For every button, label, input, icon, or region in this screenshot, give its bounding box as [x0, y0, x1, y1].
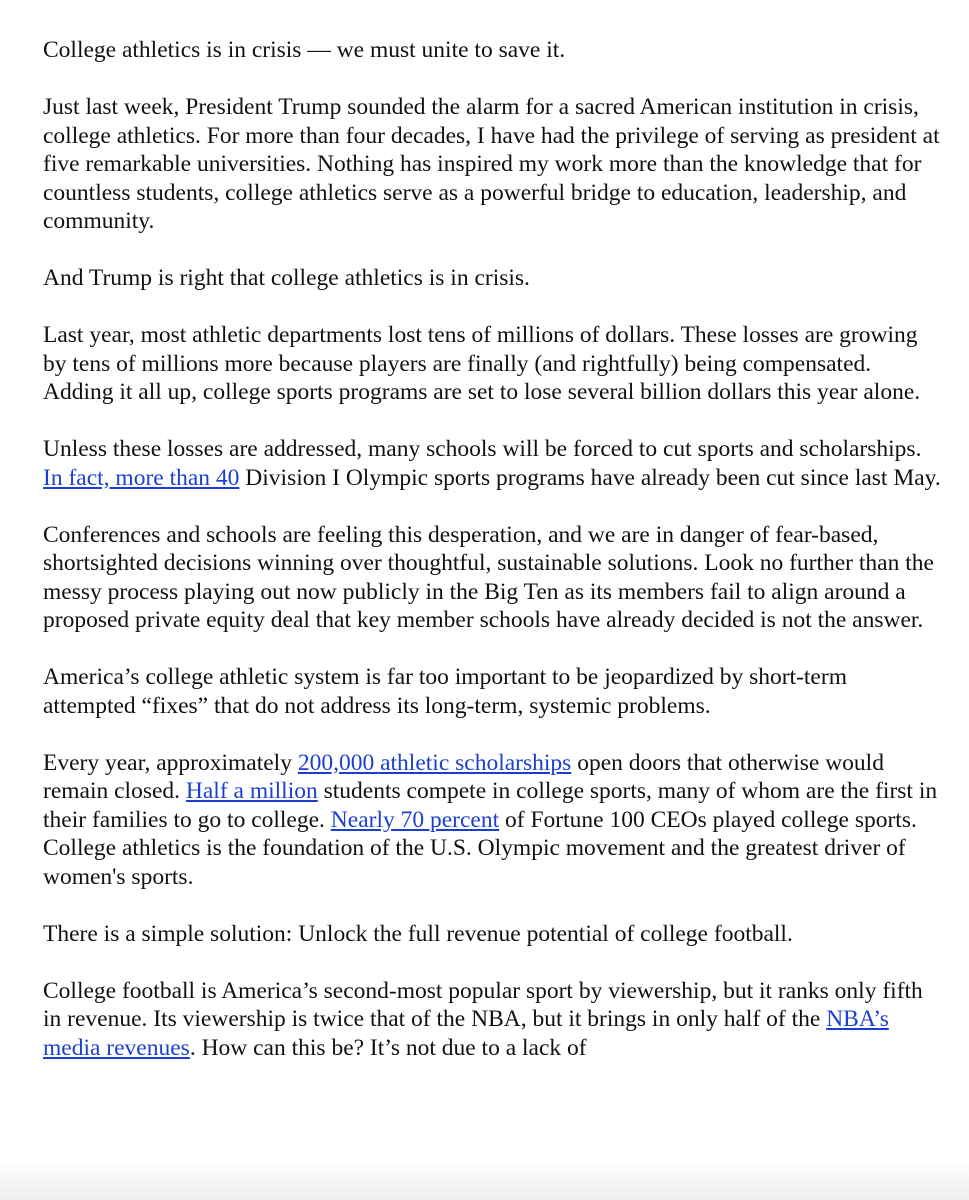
document-body: [43, 36, 943, 1091]
paragraph-solution: There is a simple solution: Unlock the full revenue potential of college football.: [43, 920, 793, 947]
paragraph-cuts: Unless these losses are addressed, many schools will be forced to cut sports and scholarships. In fact, more than 40 Division I Olympic sports programs have already been cut since last May.: [43, 436, 941, 491]
paragraph-conferences: Conferences and schools are feeling this desperation, and we are in danger of fear-based, shortsighted decisions winning over thoughtful, sustainable solutions. Look no further than the messy process playing out now publicly in the Big Ten as its members fail to align around a proposed private equity deal that key member schools have already decided is not the answer.: [43, 521, 934, 633]
link-nba-media-revenues[interactable]: NBA’s media revenues: [43, 1006, 889, 1061]
paragraph-intro: Just last week, President Trump sounded the alarm for a sacred American institution in crisis, college athletics. For more than four decades, I have had the privilege of serving as president at five remarkable universities. Nothing has inspired my work more than the knowledge that for countless students, college athletics serve as a powerful bridge to education, leadership, and community.: [43, 94, 940, 234]
paragraph-system: America’s college athletic system is far too important to be jeopardized by short-term attempted “fixes” that do not address its long-term, systemic problems.: [43, 664, 847, 719]
link-athletic-scholarships[interactable]: 200,000 athletic scholarships: [297, 749, 572, 776]
paragraph-crisis: And Trump is right that college athletics is in crisis.: [43, 265, 530, 291]
link-more-than-40[interactable]: In fact, more than 40: [43, 464, 240, 491]
link-nearly-70-percent[interactable]: Nearly 70 percent: [330, 806, 500, 833]
paragraph-headline: College athletics is in crisis — we must unite to save it.: [43, 37, 566, 63]
paragraph-football: College football is America’s second-most popular sport by viewership, but it ranks only fifth in revenue. Its viewership is twice that of the NBA, but it brings in only half of the NBA’s media revenues. How can this be? It’s not due to a lack of: [43, 977, 923, 1061]
link-half-a-million[interactable]: Half a million: [185, 778, 318, 804]
paragraph-scholarships: Every year, approximately 200,000 athletic scholarships open doors that otherwise would remain closed. Half a million students compete in college sports, many of whom are the first in their families to go to college. Nearly 70 percent of Fortune 100 CEOs played college sports. College athletics is the foundation of the U.S. Olympic movement and the greatest driver of women's sports.: [43, 749, 938, 890]
paragraph-losses: Last year, most athletic departments lost tens of millions of dollars. These losses are growing by tens of millions more because players are finally (and rightfully) being compensated. Adding it all up, college sports programs are set to lose several billion dollars this year alone.: [43, 322, 921, 405]
bottom-fade: [0, 1160, 969, 1200]
